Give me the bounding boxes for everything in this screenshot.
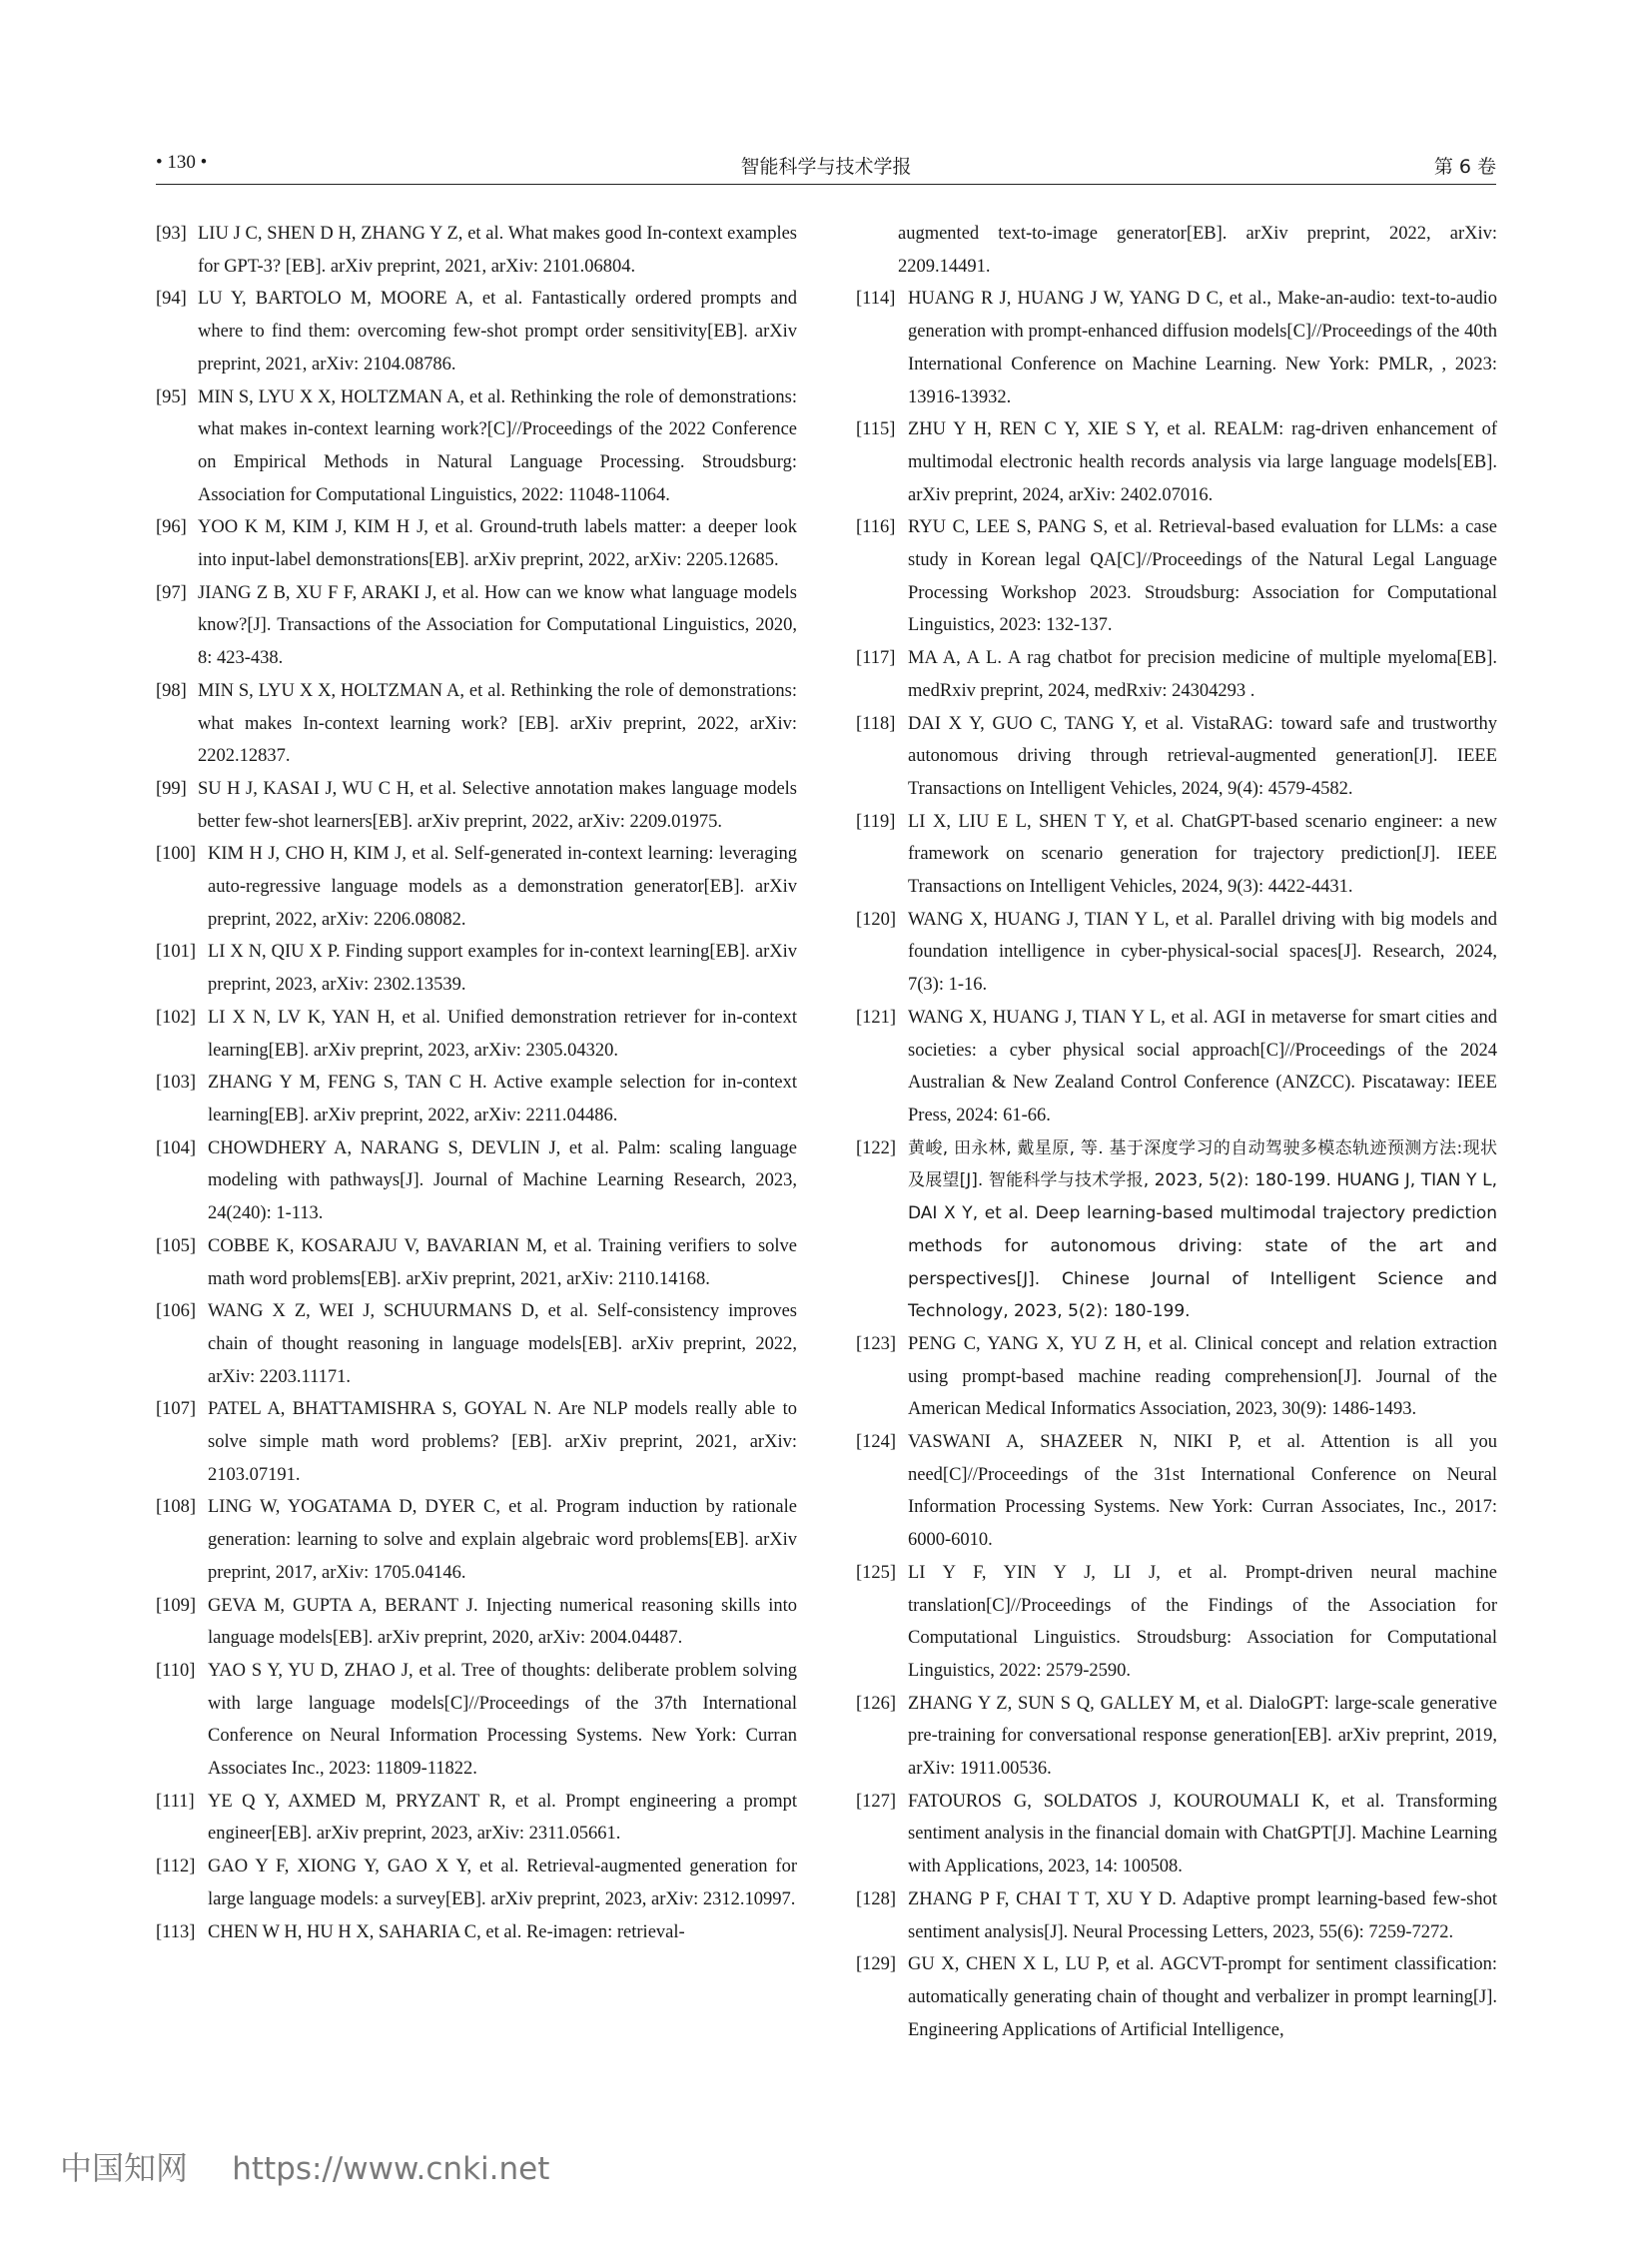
reference-item [856, 1002, 1497, 1132]
reference-item [156, 577, 797, 675]
reference-number: [98] [156, 680, 187, 701]
reference-text: PENG C, YANG X, YU Z H, et al. Clinical concept and relation extraction using prompt-based machine reading comprehension[J]. Journal of the American Medical Informatics Association, 2023, 30(9): 1486-1493. [908, 1333, 1497, 1420]
reference-text: RYU C, LEE S, PANG S, et al. Retrieval-based evaluation for LLMs: a case study in Korean legal QA[C]//Proceedings of the Natural Legal Language Processing Workshop 2023. Stroudsburg: Association for Computational Linguistics, 2023: 132-137. [908, 517, 1497, 636]
reference-item [156, 1851, 797, 1915]
reference-number: [119] [856, 811, 896, 832]
reference-number: [128] [856, 1888, 897, 1909]
reference-text: LU Y, BARTOLO M, MOORE A, et al. Fantastically ordered prompts and where to find them: overcoming few-shot prompt order sensitivity[EB]. arXiv preprint, 2021, arXiv: 2104.08786. [198, 289, 797, 374]
journal-title: 智能科学与技术学报 [740, 156, 912, 178]
reference-number: [104] [156, 1137, 197, 1158]
cnki-brand: 中国知网 [60, 2149, 189, 2187]
reference-item [856, 1132, 1497, 1328]
reference-text: YOO K M, KIM J, KIM H J, et al. Ground-truth labels matter: a deeper look into input-label demonstrations[EB]. arXiv preprint, 2022, arXiv: 2205.12685. [198, 517, 797, 571]
reference-text: ZHANG Y M, FENG S, TAN C H. Active example selection for in-context learning[EB]. arXiv preprint, 2022, arXiv: 2211.04486. [208, 1073, 797, 1125]
reference-text: YE Q Y, AXMED M, PRYZANT R, et al. Prompt engineering a prompt engineer[EB]. arXiv preprint, 2023, arXiv: 2311.05661. [208, 1791, 797, 1845]
reference-item [856, 642, 1497, 707]
reference-text: LI Y F, YIN Y J, LI J, et al. Prompt-driven neural machine translation[C]//Proceedings of the Findings of the Association for Computational Linguistics. Stroudsburg: Association for Computational Linguistics, 2022: 2579-2590. [908, 1562, 1497, 1681]
reference-continuation: augmented text-to-image generator[EB]. arXiv preprint, 2022, arXiv: 2209.14491. [898, 224, 1497, 277]
reference-item [856, 1688, 1497, 1786]
reference-text: KIM H J, CHO H, KIM J, et al. Self-generated in-context learning: leveraging auto-regressive language models as a demonstration generator[EB]. arXiv preprint, 2022, arXiv: 2206.08082. [208, 844, 797, 930]
reference-number: [103] [156, 1073, 197, 1094]
reference-item [856, 1557, 1497, 1688]
reference-item [856, 904, 1497, 1002]
reference-text: LI X N, QIU X P. Finding support examples for in-context learning[EB]. arXiv preprint, 2023, arXiv: 2302.13539. [208, 942, 797, 996]
reference-number: [127] [856, 1791, 897, 1812]
volume-label: 第 6 卷 [1433, 156, 1496, 178]
reference-item [156, 1590, 797, 1655]
reference-number: [106] [156, 1301, 197, 1322]
reference-item [156, 1002, 797, 1067]
reference-item [156, 381, 797, 512]
reference-item [856, 283, 1497, 413]
reference-item [156, 773, 797, 838]
reference-number: [97] [156, 582, 187, 603]
reference-number: [110] [156, 1660, 196, 1681]
reference-item [156, 1067, 797, 1131]
reference-number: [99] [156, 778, 187, 799]
reference-item [156, 283, 797, 380]
reference-text: HUANG R J, HUANG J W, YANG D C, et al., Make-an-audio: text-to-audio generation with prompt-enhanced diffusion models[C]//Proceedings of the 40th International Conference on Machine Learning. New York: PMLR, , 2023: 13916-13932. [908, 289, 1497, 407]
reference-text: DAI X Y, GUO C, TANG Y, et al. VistaRAG: toward safe and trustworthy autonomous driving through retrieval-augmented generation[J]. IEEE Transactions on Intelligent Vehicles, 2024, 9(4): 4579-4582. [908, 713, 1497, 799]
reference-item [156, 1655, 797, 1786]
reference-number: [95] [156, 386, 187, 407]
reference-item [856, 1948, 1497, 2046]
reference-text: YAO S Y, YU D, ZHAO J, et al. Tree of thoughts: deliberate problem solving with large language models[C]//Proceedings of the 37th International Conference on Neural Information Processing Systems. New York: Curran Associates Inc., 2023: 11809-11822. [208, 1660, 797, 1780]
reference-number: [116] [856, 517, 896, 538]
reference-number: [102] [156, 1007, 197, 1028]
reference-text: MIN S, LYU X X, HOLTZMAN A, et al. Rethinking the role of demonstrations: what makes in-context learning work?[C]//Proceedings of the 2022 Conference on Empirical Methods in Natural Language Processing. Stroudsburg: Association for Computational Linguistics, 2022: 11048-11064. [198, 386, 797, 505]
reference-number: [113] [156, 1921, 196, 1942]
reference-number: [123] [856, 1333, 897, 1354]
reference-item [856, 1328, 1497, 1426]
reference-text: WANG X, HUANG J, TIAN Y L, et al. Parallel driving with big models and foundation intelligence in cyber-physical-social spaces[J]. Research, 2024, 7(3): 1-16. [908, 909, 1497, 996]
reference-number: [105] [156, 1235, 197, 1256]
reference-text: GAO Y F, XIONG Y, GAO X Y, et al. Retrieval-augmented generation for large language models: a survey[EB]. arXiv preprint, 2023, arXiv: 2312.10997. [208, 1857, 797, 1909]
reference-number: [100] [156, 844, 197, 865]
right-reference-column [856, 218, 1497, 2046]
reference-number: [107] [156, 1399, 197, 1420]
reference-number: [121] [856, 1007, 897, 1028]
reference-text: SU H J, KASAI J, WU C H, et al. Selective annotation makes language models better few-shot learners[EB]. arXiv preprint, 2022, arXiv: 2209.01975. [198, 778, 797, 832]
reference-number: [115] [856, 419, 896, 440]
reference-item [156, 1491, 797, 1589]
reference-item [156, 838, 797, 936]
reference-item [856, 708, 1497, 806]
reference-text: CHOWDHERY A, NARANG S, DEVLIN J, et al. Palm: scaling language modeling with pathways[J]. Journal of Machine Learning Research, 2023, 24(240): 1-113. [208, 1137, 797, 1224]
reference-text: LIU J C, SHEN D H, ZHANG Y Z, et al. What makes good In-context examples for GPT-3? [EB]. arXiv preprint, 2021, arXiv: 2101.06804. [198, 224, 797, 277]
reference-item [156, 1393, 797, 1491]
reference-text: 黄峻, 田永林, 戴星原, 等. 基于深度学习的自动驾驶多模态轨迹预测方法:现状及展望[J]. 智能科学与技术学报, 2023, 5(2): 180-199. HUANG J, TIAN Y L, DAI X Y, et al. Deep learning-based multimodal trajectory prediction methods for autonomous driving: state of the art and perspectives[J]. Chinese Journal of Intelligent Science and Technology, 2023, 5(2): 180-199. [908, 1137, 1497, 1322]
reference-item [156, 1916, 797, 1949]
reference-text: WANG X, HUANG J, TIAN Y L, et al. AGI in metaverse for smart cities and societies: a cyber physical social approach[C]//Proceedings of the 2024 Australian & New Zealand Control Conference (ANZCC). Piscataway: IEEE Press, 2024: 61-66. [908, 1007, 1497, 1125]
reference-item [156, 675, 797, 773]
reference-number: [126] [856, 1693, 897, 1714]
reference-text: PATEL A, BHATTAMISHRA S, GOYAL N. Are NLP models really able to solve simple math word problems? [EB]. arXiv preprint, 2021, arXiv: 2103.07191. [208, 1399, 797, 1485]
reference-item [856, 1426, 1497, 1557]
reference-number: [120] [856, 909, 897, 930]
reference-text: ZHANG Y Z, SUN S Q, GALLEY M, et al. DialoGPT: large-scale generative pre-training for conversational response generation[EB]. arXiv preprint, 2019, arXiv: 1911.00536. [908, 1693, 1497, 1780]
reference-item [856, 1883, 1497, 1948]
reference-item [156, 1132, 797, 1230]
reference-number: [108] [156, 1497, 197, 1518]
reference-item [156, 1230, 797, 1295]
reference-text: LI X N, LV K, YAN H, et al. Unified demonstration retriever for in-context learning[EB]. arXiv preprint, 2023, arXiv: 2305.04320. [208, 1007, 797, 1061]
reference-text: WANG X Z, WEI J, SCHUURMANS D, et al. Self-consistency improves chain of thought reasoning in language models[EB]. arXiv preprint, 2022, arXiv: 2203.11171. [208, 1301, 797, 1387]
reference-item [156, 218, 797, 283]
reference-text: CHEN W H, HU H X, SAHARIA C, et al. Re-imagen: retrieval- [208, 1921, 685, 1942]
reference-item [156, 511, 797, 576]
reference-item [156, 1295, 797, 1393]
reference-text: ZHU Y H, REN C Y, XIE S Y, et al. REALM: rag-driven enhancement of multimodal electronic health records analysis via large language models[EB]. arXiv preprint, 2024, arXiv: 2402.07016. [908, 419, 1497, 505]
left-reference-column [156, 218, 797, 1948]
reference-number: [109] [156, 1595, 197, 1616]
footer-watermark [60, 2143, 549, 2189]
reference-text: GU X, CHEN X L, LU P, et al. AGCVT-prompt for sentiment classification: automatically generating chain of thought and verbalizer in prompt learning[J]. Engineering Applications of Artificial Intelligence, [908, 1954, 1497, 2040]
reference-number: [129] [856, 1954, 897, 1975]
reference-item [156, 1786, 797, 1851]
reference-text: FATOUROS G, SOLDATOS J, KOUROUMALI K, et al. Transforming sentiment analysis in the financial domain with ChatGPT[J]. Machine Learning with Applications, 2023, 14: 100508. [908, 1791, 1497, 1877]
reference-number: [94] [156, 289, 187, 310]
reference-number: [112] [156, 1857, 196, 1877]
reference-text: VASWANI A, SHAZEER N, NIKI P, et al. Attention is all you need[C]//Proceedings of the 31st International Conference on Neural Information Processing Systems. New York: Curran Associates, Inc., 2017: 6000-6010. [908, 1432, 1497, 1551]
reference-number: [124] [856, 1432, 897, 1453]
reference-text: GEVA M, GUPTA A, BERANT J. Injecting numerical reasoning skills into language models[EB]. arXiv preprint, 2020, arXiv: 2004.04487. [208, 1595, 797, 1649]
reference-text: MA A, A L. A rag chatbot for precision medicine of multiple myeloma[EB]. medRxiv preprint, 2024, medRxiv: 24304293 . [908, 648, 1497, 701]
reference-text: COBBE K, KOSARAJU V, BAVARIAN M, et al. Training verifiers to solve math word problems[EB]. arXiv preprint, 2021, arXiv: 2110.14168. [208, 1235, 797, 1289]
reference-item [856, 806, 1497, 904]
reference-text: LI X, LIU E L, SHEN T Y, et al. ChatGPT-based scenario engineer: a new framework on scenario generation for trajectory prediction[J]. IEEE Transactions on Intelligent Vehicles, 2024, 9(3): 4422-4431. [908, 811, 1497, 898]
reference-number: [114] [856, 289, 896, 310]
reference-number: [122] [856, 1137, 897, 1158]
reference-number: [93] [156, 224, 187, 244]
reference-item [856, 413, 1497, 511]
reference-number: [111] [156, 1791, 195, 1812]
cnki-site-link[interactable]: https://www.cnki.net [232, 2151, 550, 2187]
reference-number: [117] [856, 648, 896, 669]
reference-text: LING W, YOGATAMA D, DYER C, et al. Program induction by rationale generation: learning to solve and explain algebraic word problems[EB]. arXiv preprint, 2017, arXiv: 1705.04146. [208, 1497, 797, 1583]
reference-item [156, 936, 797, 1001]
reference-number: [125] [856, 1562, 897, 1583]
reference-text: ZHANG P F, CHAI T T, XU Y D. Adaptive prompt learning-based few-shot sentiment analysis[J]. Neural Processing Letters, 2023, 55(6): 7259-7272. [908, 1888, 1497, 1942]
reference-item [856, 1786, 1497, 1883]
page-number: • 130 • [156, 152, 208, 173]
reference-text: MIN S, LYU X X, HOLTZMAN A, et al. Rethinking the role of demonstrations: what makes In-context learning work? [EB]. arXiv preprint, 2022, arXiv: 2202.12837. [198, 680, 797, 767]
reference-number: [118] [856, 713, 896, 734]
reference-number: [96] [156, 517, 187, 538]
reference-text: JIANG Z B, XU F F, ARAKI J, et al. How can we know what language models know?[J]. Transactions of the Association for Computational Linguistics, 2020, 8: 423-438. [198, 582, 797, 669]
reference-item [856, 511, 1497, 642]
reference-number: [101] [156, 942, 197, 963]
page-header [156, 148, 1496, 185]
